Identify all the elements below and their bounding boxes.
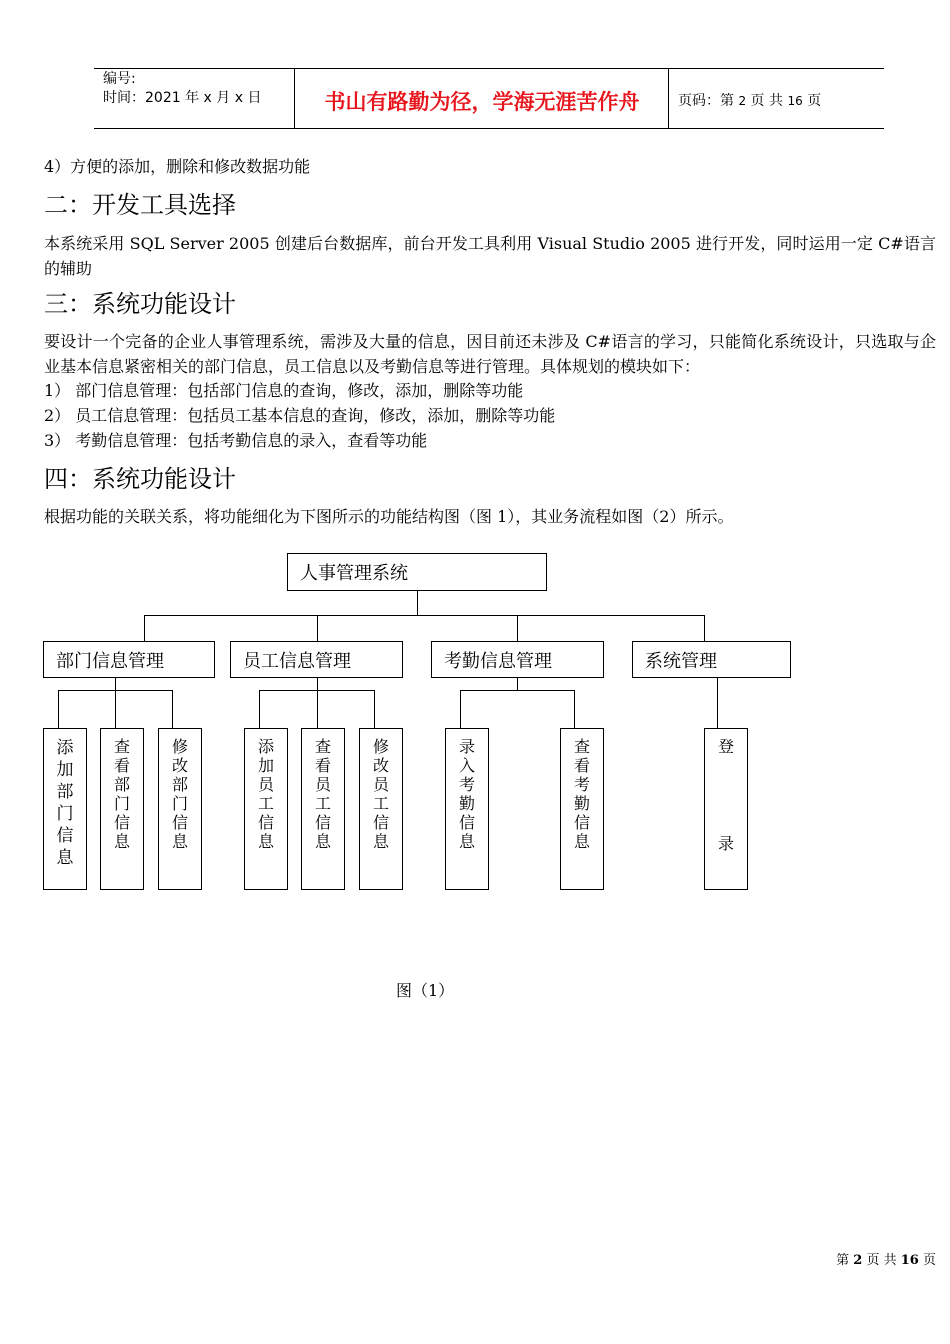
number-label: 编号: [103, 71, 136, 87]
header-divider [668, 69, 669, 129]
time-label: 时间：2021 年 x 月 x 日 [103, 90, 262, 106]
leaf-box [704, 728, 748, 890]
leaf-char: 员 [314, 775, 331, 794]
connector-line [317, 677, 318, 690]
leaf-box [359, 728, 403, 890]
leaf-char: 修 [372, 737, 389, 756]
section-heading-3: 三：系统功能设计 [44, 290, 236, 318]
leaf-char: 息 [257, 832, 274, 851]
leaf-char: 息 [314, 832, 331, 851]
connector-line [717, 677, 718, 728]
leaf-char: 息 [56, 848, 74, 868]
leaf-char: 修 [171, 737, 188, 756]
leaf-box [43, 728, 87, 890]
leaf-char: 改 [372, 756, 389, 775]
leaf-char: 录 [717, 834, 734, 853]
leaf-char: 息 [573, 832, 590, 851]
leaf-char: 查 [573, 737, 590, 756]
leaf-char: 部 [56, 782, 74, 802]
leaf-char: 录 [458, 737, 475, 756]
leaf-char: 考 [573, 775, 590, 794]
module-box-system [632, 641, 791, 678]
leaf-char: 看 [573, 756, 590, 775]
leaf-char: 工 [372, 794, 389, 813]
page-prefix: 页码：第 [678, 93, 734, 109]
leaf-char: 信 [372, 813, 389, 832]
connector-line [144, 615, 705, 616]
paragraph-tools: 本系统采用 SQL Server 2005 创建后台数据库，前台开发工具利用 Visual Studio 2005 进行开发，同时运用一定 C#语言的辅助 [44, 234, 936, 278]
leaf-char: 添 [257, 737, 274, 756]
leaf-char: 部 [171, 775, 188, 794]
page-total: 16 [787, 94, 803, 108]
module-list-item: 2） 员工信息管理：包括员工基本信息的查询，修改，添加，删除等功能 [44, 406, 556, 425]
leaf-char: 工 [257, 794, 274, 813]
connector-line [172, 690, 173, 728]
connector-line [144, 615, 145, 641]
footer-page: 2 [853, 1253, 863, 1268]
leaf-char: 查 [314, 737, 331, 756]
leaf-char: 息 [113, 832, 130, 851]
section-heading-4: 四：系统功能设计 [44, 465, 236, 493]
leaf-char: 勤 [573, 794, 590, 813]
connector-line [317, 615, 318, 641]
module-label: 部门信息管理 [56, 650, 164, 672]
connector-line [417, 590, 418, 616]
leaf-char: 息 [372, 832, 389, 851]
leaf-char: 看 [314, 756, 331, 775]
header-motto: 书山有路勤为径，学海无涯苦作舟 [324, 90, 640, 114]
page-suffix: 页 [807, 93, 822, 109]
leaf-char: 员 [372, 775, 389, 794]
leaf-char: 信 [113, 813, 130, 832]
list-item-4: 4）方便的添加，删除和修改数据功能 [44, 157, 311, 176]
module-label: 员工信息管理 [243, 650, 351, 672]
connector-line [259, 690, 260, 728]
leaf-char: 看 [113, 756, 130, 775]
leaf-char: 改 [171, 756, 188, 775]
leaf-char: 信 [573, 813, 590, 832]
header-divider [294, 69, 295, 129]
leaf-box [244, 728, 288, 890]
footer-prefix: 第 [836, 1253, 850, 1268]
diagram-root-box [287, 553, 547, 591]
paragraph-diagram-intro: 根据功能的关联关系，将功能细化为下图所示的功能结构图（图 1），其业务流程如图（2）所示。 [44, 507, 734, 526]
leaf-char: 工 [314, 794, 331, 813]
leaf-char: 信 [257, 813, 274, 832]
leaf-char: 门 [56, 804, 74, 824]
leaf-box [301, 728, 345, 890]
leaf-char: 员 [257, 775, 274, 794]
leaf-char: 加 [56, 760, 74, 780]
leaf-char: 信 [56, 826, 74, 846]
leaf-box [560, 728, 604, 890]
module-box-employee [230, 641, 403, 678]
module-list-item: 3） 考勤信息管理：包括考勤信息的录入，查看等功能 [44, 431, 428, 450]
root-label: 人事管理系统 [300, 563, 408, 584]
connector-line [115, 690, 116, 728]
header-page-number [678, 90, 821, 110]
leaf-char: 信 [171, 813, 188, 832]
section-heading-2: 二：开发工具选择 [44, 191, 236, 219]
leaf-char: 考 [458, 775, 475, 794]
module-label: 系统管理 [645, 650, 717, 672]
leaf-char: 添 [56, 738, 74, 758]
footer-suffix: 页 [922, 1253, 936, 1268]
module-label: 考勤信息管理 [444, 650, 552, 672]
connector-line [58, 690, 59, 728]
leaf-char: 入 [458, 756, 475, 775]
leaf-box [445, 728, 489, 890]
connector-line [460, 690, 461, 728]
connector-line [574, 690, 575, 728]
connector-line [317, 690, 318, 728]
leaf-char: 门 [113, 794, 130, 813]
header-info [103, 70, 261, 108]
page-num: 2 [738, 94, 747, 108]
leaf-box [158, 728, 202, 890]
leaf-char: 信 [458, 813, 475, 832]
leaf-char: 勤 [458, 794, 475, 813]
header-bottom-rule [94, 128, 884, 129]
module-box-attendance [431, 641, 604, 678]
connector-line [517, 677, 518, 690]
connector-line [517, 615, 518, 641]
leaf-char: 查 [113, 737, 130, 756]
leaf-char: 信 [314, 813, 331, 832]
leaf-char: 加 [257, 756, 274, 775]
leaf-char: 登 [717, 737, 734, 756]
module-box-department [43, 641, 215, 678]
leaf-char: 门 [171, 794, 188, 813]
connector-line [374, 690, 375, 728]
paragraph-design: 要设计一个完备的企业人事管理系统，需涉及大量的信息，因目前还未涉及 C#语言的学习，只能简化系统设计，只选取与企业基本信息紧密相关的部门信息，员工信息以及考勤信息等进行管理。具体规划的模块如下： [44, 332, 936, 376]
leaf-char: 息 [458, 832, 475, 851]
header-top-rule [94, 68, 884, 69]
footer-page-number [836, 1249, 936, 1268]
figure-caption: 图（1） [396, 981, 455, 1000]
leaf-box [100, 728, 144, 890]
module-list-item: 1） 部门信息管理：包括部门信息的查询，修改，添加，删除等功能 [44, 381, 524, 400]
connector-line [704, 615, 705, 641]
leaf-char: 息 [171, 832, 188, 851]
page-mid: 页 共 [750, 93, 783, 109]
leaf-char: 部 [113, 775, 130, 794]
footer-mid: 页 共 [866, 1253, 897, 1268]
footer-total: 16 [900, 1253, 919, 1268]
connector-line [115, 677, 116, 690]
connector-line [460, 690, 575, 691]
